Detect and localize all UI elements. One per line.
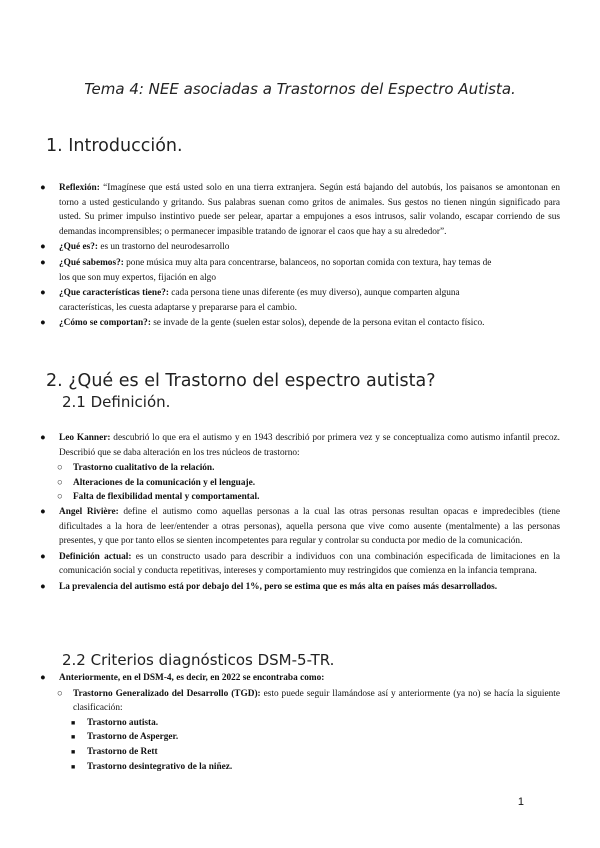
list-item [40,671,560,686]
list-item [40,431,560,460]
item-text: es un constructo usado para describir a individuos con una combinación especificada de limitaciones en la comunicación social y conducta repetitivas, intereses y comportamiento muy restringidos que comienza en la infancia temprana. [59,551,560,577]
item-text: Anteriormente, en el DSM-4, es decir, en 2022 se encontraba como: [59,673,325,683]
item-term: ¿Qué sabemos?: [59,257,124,268]
bullet-icon: ● [40,506,46,517]
bullet-icon: ● [40,257,46,268]
list-item [40,240,560,255]
item-text: Trastorno autista. [87,717,159,728]
page-number: 1 [517,796,524,808]
sub-sub-list-item [40,760,560,775]
item-term: ¿Qué es?: [59,242,98,253]
circle-bullet-icon: ○ [57,463,63,474]
list-item [40,256,499,285]
item-term: Definición actual: [59,551,132,562]
item-text: es un trastorno del neurodesarrollo [98,242,230,253]
document-title: Tema 4: NEE asociadas a Trastornos del Espectro Autista. [84,80,516,98]
bullet-icon: ● [40,183,46,193]
sub-sub-list-item [40,730,560,745]
item-text: descubrió lo que era el autismo y en 1943 describió por primera vez y se conceptualiza como autismo infantil precoz. Describió que se daba alteración en los tres núcleos de trastorno: [59,433,560,458]
item-text: esto puede seguir llamándose así y anteriormente (ya no) se hacía la siguiente clasificación: [73,688,560,714]
bullet-icon: ● [40,242,46,253]
square-bullet-icon: ■ [71,733,76,742]
list-item [40,181,560,239]
section-1-list [40,181,560,332]
circle-bullet-icon: ○ [57,492,63,503]
item-text: La prevalencia del autismo está por debajo del 1%, pero se estima que es más alta en países más desarrollados. [59,581,498,592]
circle-bullet-icon: ○ [57,688,63,699]
sub-sub-list-item [40,745,560,760]
list-item [40,316,499,331]
subsection-2-1-heading: 2.1 Definición. [62,393,171,411]
item-text: pone música muy alta para concentrarse, balanceos, no soportan comida con textura, hay temas de los que son muy expertos, fijación en algo [59,257,492,283]
bullet-icon: ● [40,581,46,592]
square-bullet-icon: ■ [71,762,76,771]
circle-bullet-icon: ○ [57,477,63,488]
sub-list-item [40,687,560,716]
list-item [40,580,560,595]
item-text: Alteraciones de la comunicación y el lenguaje. [73,477,256,488]
item-text: se invade de la gente (suelen estar solos), depende de la persona evitan el contacto físico. [150,318,485,329]
square-bullet-icon: ■ [71,718,76,727]
item-text: define el autismo como aquellas personas a la cual las otras personas resultan opacas e impredecibles (tiene dificultades a la hora de leer/entender a otras personas), aquella persona que vive como ausente (mentalmente) a las personas presentes, y que por tanto ellos se sienten incompetentes para regular y controlar su conducta por medio de la comunicación. [59,506,560,547]
item-text: cada persona tiene unas diferente (es muy diverso), aunque comparten alguna características, les cuesta adaptarse y prepararse para el cambio. [59,288,460,313]
bullet-icon: ● [40,318,46,329]
item-term: Angel Rivière: [59,506,119,517]
section-2-2-list [40,671,560,774]
list-item [40,286,499,315]
bullet-icon: ● [40,673,46,683]
item-term: Reflexión: [59,183,100,193]
section-2-1-list [40,431,560,596]
list-item [40,505,560,549]
item-text: Trastorno cualitativo de la relación. [73,463,215,474]
sub-list-item [40,490,560,505]
item-term: ¿Cómo se comportan?: [59,318,151,329]
item-term: Leo Kanner: [59,433,111,443]
subsection-2-2-heading: 2.2 Criterios diagnósticos DSM-5-TR. [62,651,335,669]
sub-list-item [40,476,560,491]
item-term: ¿Que características tiene?: [59,288,169,299]
item-text: Trastorno de Rett [87,746,158,757]
bullet-icon: ● [40,551,46,562]
section-2-heading: 2. ¿Qué es el Trastorno del espectro autista? [46,371,436,391]
sub-sub-list-item [40,716,560,731]
list-item [40,550,560,579]
section-1-heading: 1. Introducción. [46,136,183,156]
item-text: Trastorno desintegrativo de la niñez. [87,761,233,772]
item-text: “Imagínese que está usted solo en una tierra extranjera. Según está bajando del autobús, los paisanos se amontonan en torno a usted gesticulando y gritando. Sus palabras suenan como gritos de animales. Sus gestos no tienen ningún significado para usted. Su primer impulso instintivo puede ser pelear, apartar a empujones a esos intrusos, salir volando, escapar corriendo de sus demandas incomprensibles; o permanecer impasible tratando de ignorar el caos que hay a su alrededor”. [59,183,560,237]
bullet-icon: ● [40,288,46,299]
sub-list-item [40,461,560,476]
item-text: Trastorno de Asperger. [87,732,179,743]
square-bullet-icon: ■ [71,747,76,756]
item-term: Trastorno Generalizado del Desarrollo (TGD): [73,688,261,699]
bullet-icon: ● [40,433,46,443]
item-text: Falta de flexibilidad mental y comportamental. [73,492,260,503]
